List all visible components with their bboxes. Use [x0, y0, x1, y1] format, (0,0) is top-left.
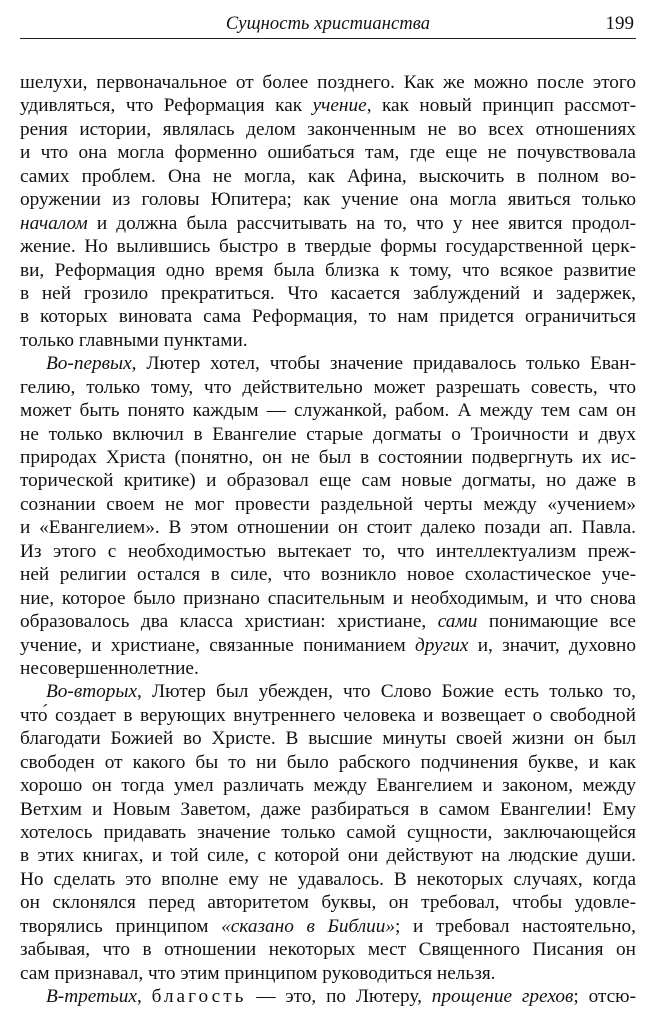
- text-segment: торической критике) и образовал еще сам новые догматы, но даже в: [20, 470, 636, 492]
- text-segment: Ветхим и Новым Заветом, даже разбираться в самом Евангелии! Ему: [20, 798, 636, 820]
- text-segment: — это, по Лютеру,: [246, 986, 432, 1008]
- text-segment: сознании своем не мог провести раздельной черты между «учением»: [20, 493, 636, 515]
- text-segment: ,: [136, 986, 152, 1008]
- text-segment: гелию, только тому, что действительно может разрешать совесть, что: [20, 376, 636, 398]
- text-line: [20, 282, 636, 305]
- text-line: [20, 563, 636, 586]
- text-segment: что́ создает в верующих внутреннего человека и возвещает о свободной: [20, 704, 636, 726]
- emphasis-text: учение: [312, 95, 367, 117]
- page-number: 199: [605, 13, 634, 34]
- text-segment: понимающие все: [477, 611, 636, 633]
- text-line: [20, 680, 636, 703]
- text-segment: ней религии остался в силе, что возникло новое схоластическое уче-: [20, 564, 636, 586]
- text-segment: в ней грозило прекратиться. Что касается заблуждений и задержек,: [20, 282, 636, 304]
- text-line: [20, 352, 636, 375]
- text-line: [20, 587, 636, 610]
- text-line: [20, 423, 636, 446]
- emphasis-text: прощение грехов: [431, 986, 574, 1008]
- emphasis-text: Во-вторых: [46, 681, 138, 703]
- text-segment: и что она могла форменно ошибаться там, где еще не почувствовала: [20, 142, 636, 164]
- text-line: [20, 376, 636, 399]
- text-line: [20, 469, 636, 492]
- text-line: [20, 634, 636, 657]
- running-header: [20, 8, 636, 39]
- text-segment: в этих книгах, и той силе, с которой они действуют на людские души.: [20, 845, 636, 867]
- text-line: [20, 915, 636, 938]
- text-segment: и должна была рассчитывать на то, что у нее явится продол-: [87, 212, 636, 234]
- text-segment: и, значит, духовно: [468, 634, 636, 656]
- text-segment: только главными пунктами.: [20, 329, 248, 351]
- emphasis-text: Во-первых: [46, 353, 132, 375]
- text-segment: сам признавал, что этим принципом руководиться нельзя.: [20, 962, 496, 984]
- text-segment: учение, и христиане, связанные пониманием: [20, 634, 415, 656]
- text-line: [20, 446, 636, 469]
- text-segment: оружении из головы Юпитера; как учение она могла явиться только: [20, 189, 636, 211]
- text-segment: жение. Но вылившись быстро в твердые формы государственной церк-: [20, 236, 636, 258]
- text-line: [20, 399, 636, 422]
- text-segment: он склонялся перед авторитетом буквы, он требовал, чтобы удовле-: [20, 892, 636, 914]
- emphasis-text: началом: [20, 212, 88, 234]
- text-line: [20, 821, 636, 844]
- text-segment: не только включил в Евангелие старые догматы о Троичности и двух: [20, 423, 636, 445]
- text-segment: природах Христа (понятно, он не был в состоянии подвергнуть их ис-: [20, 447, 636, 468]
- text-line: [20, 259, 636, 282]
- text-segment: хотелось придавать значение только самой сущности, заключающейся: [20, 822, 636, 843]
- text-line: [20, 798, 636, 821]
- emphasis-text: сами: [437, 611, 478, 633]
- text-line: [20, 235, 636, 258]
- text-segment: , Лютер был убежден, что Слово Божие есть только то,: [137, 681, 636, 703]
- text-segment: удивляться, что Реформация как: [20, 95, 313, 117]
- text-segment: творялись принципом: [20, 915, 222, 937]
- text-segment: ви, Реформация одно время была близка к тому, что всякое развитие: [20, 259, 636, 281]
- text-segment: , Лютер хотел, чтобы значение придавалось только Еван-: [131, 353, 636, 375]
- text-segment: благодати Божией во Христе. В высшие минуты своей жизни он был: [20, 728, 636, 750]
- text-line: [20, 610, 636, 633]
- text-line: [20, 985, 636, 1008]
- text-line: [20, 493, 636, 516]
- emphasis-text: В-третьих: [46, 986, 137, 1008]
- text-line: [20, 751, 636, 774]
- text-segment: ние, которое было признано спасительным и необходимым, и что снова: [20, 587, 636, 609]
- text-line: [20, 774, 636, 797]
- text-segment: ; отсю-: [573, 986, 637, 1008]
- text-line: [20, 94, 636, 117]
- text-line: [20, 938, 636, 961]
- text-segment: свободен от какого бы то ни было рабского подчинения букве, и как: [20, 751, 636, 773]
- text-line: [20, 305, 636, 328]
- text-line: [20, 962, 636, 985]
- text-line: [20, 868, 636, 891]
- body-text: [20, 71, 636, 1009]
- emphasis-text: других: [415, 634, 469, 656]
- text-segment: хорошо он тогда умел различать между Евангелием и законом, между: [20, 775, 636, 797]
- text-segment: может быть понято каждым — служанкой, рабом. А между тем сам он: [20, 400, 636, 422]
- text-segment: Но сделать это вполне ему не удавалось. В некоторых случаях, когда: [20, 868, 636, 890]
- text-segment: самих проблем. Она не могла, как Афина, выскочить в полном во-: [20, 165, 636, 187]
- text-line: [20, 704, 636, 727]
- text-line: [20, 71, 636, 94]
- text-segment: образовалось два класса христиан: христиане,: [20, 611, 438, 633]
- text-segment: , как новый принцип рассмот-: [366, 95, 636, 117]
- text-segment: рения истории, являлась делом законченным не во всех отношениях: [20, 118, 636, 140]
- text-segment: забывая, что в отношении некоторых мест Священного Писания он: [20, 939, 636, 961]
- text-segment: ; и требовал настоятельно,: [395, 915, 636, 937]
- text-segment: несовершеннолетние.: [20, 657, 199, 679]
- text-line: [20, 141, 636, 164]
- spaced-text: благость: [151, 986, 247, 1008]
- text-line: [20, 727, 636, 750]
- text-line: [20, 212, 636, 235]
- emphasis-text: «сказано в Библии»: [221, 915, 396, 937]
- text-line: [20, 329, 636, 352]
- text-line: [20, 891, 636, 914]
- text-segment: и «Евангелием». В этом отношении он стоит далеко позади ап. Павла.: [20, 517, 636, 539]
- text-line: [20, 540, 636, 563]
- text-line: [20, 165, 636, 188]
- text-line: [20, 516, 636, 539]
- text-segment: шелухи, первоначальное от более позднего. Как же можно после этого: [20, 72, 636, 93]
- running-title: Сущность христианства: [225, 14, 431, 34]
- text-line: [20, 188, 636, 211]
- text-line: [20, 844, 636, 867]
- text-line: [20, 657, 636, 680]
- text-line: [20, 118, 636, 141]
- text-segment: в которых виновата сама Реформация, то нам придется ограничиться: [20, 306, 636, 328]
- text-segment: Из этого с необходимостью вытекает то, что интеллектуализм преж-: [20, 540, 636, 562]
